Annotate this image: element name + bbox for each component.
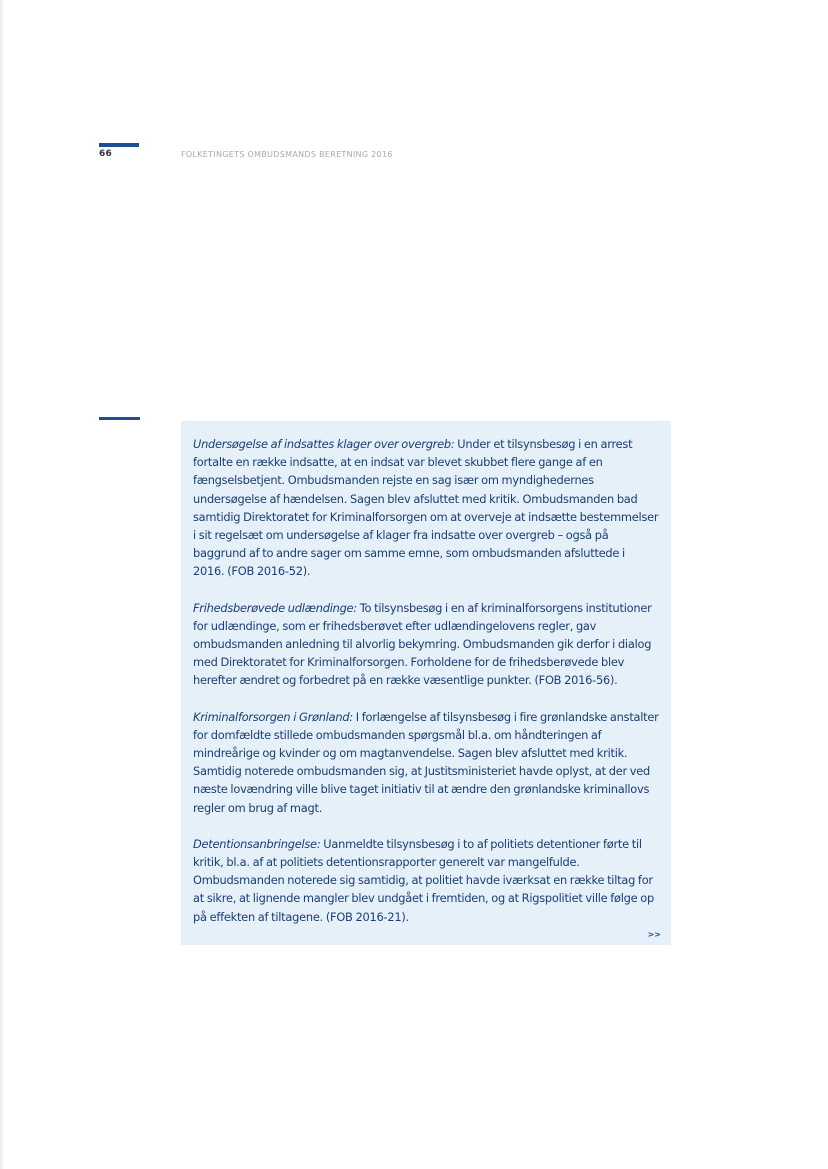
paragraph-lead: Undersøgelse af indsattes klager over overgreb: xyxy=(193,437,455,451)
section-accent-rule xyxy=(99,417,140,420)
case-paragraph-greenland xyxy=(193,708,659,817)
paragraph-body: To tilsynsbesøg i en af kriminalforsorgens institutioner for udlændinge, som er frihedsberøvet efter udlændingelovens regler, gav ombudsmanden anledning til alvorlig bekymring. Ombudsmanden gik derfor i dialog med Direktoratet for Kriminalforsorgen. Forholdene for de frihedsberøvede blev herefter ændret og forbedret på en række væsentlige punkter. (FOB 2016-56). xyxy=(193,600,652,688)
page-number: 66 xyxy=(99,149,112,159)
continued-marker: >> xyxy=(647,930,661,939)
case-paragraph-abuse-complaints xyxy=(193,435,659,581)
paragraph-body: I forlængelse af tilsynsbesøg i fire grønlandske anstalter for domfældte stillede ombudsmanden spørgsmål bl.a. om håndteringen af mindreårige og kvinder og om magtanvendelse. Sagen blev afsluttet med kritik. Samtidig noterede ombudsmanden sig, at Justitsministeriet havde oplyst, at der ved næste lovændring ville blive taget initiativ til at ændre den grønlandske kriminallovs regler om brug af magt. xyxy=(193,709,659,815)
paragraph-lead: Kriminalforsorgen i Grønland: xyxy=(193,709,353,724)
paragraph-body: Under et tilsynsbesøg i en arrest fortalte en række indsatte, at en indsat var blevet skubbet flere gange af en fængselsbetjent. Ombudsmanden rejste en sag især om myndighedernes undersøgelse af hændelsen. Sagen blev afsluttet med kritik. Ombudsmanden bad samtidig Direktoratet for Kriminalforsorgen om at overveje at indsætte bestemmelser i sit regelsæt om undersøgelse af klager fra indsatte over overgreb – også på baggrund af to andre sager om samme emne, som ombudsmanden afsluttede i 2016. (FOB 2016-52). xyxy=(193,437,659,579)
page-edge-shadow xyxy=(0,0,4,1169)
case-paragraph-detained-foreigners xyxy=(193,599,659,690)
running-header-title: FOLKETINGETS OMBUDSMANDS BERETNING 2016 xyxy=(181,150,393,159)
case-summary-box xyxy=(181,421,671,945)
header-accent-bar xyxy=(99,143,139,147)
case-paragraph-detention xyxy=(193,835,659,926)
paragraph-body: Uanmeldte tilsynsbesøg i to af politiets detentioner førte til kritik, bl.a. af at politiets detentionsrapporter generelt var mangelfulde. Ombudsmanden noterede sig samtidig, at politiet havde iværksat en række tiltag for at sikre, at lignende mangler blev undgået i fremtiden, og at Rigspolitiet ville følge op på effekten af tiltagene. (FOB 2016-21). xyxy=(193,836,654,924)
paragraph-lead: Frihedsberøvede udlændinge: xyxy=(193,600,357,615)
paragraph-lead: Detentionsanbringelse: xyxy=(193,836,321,851)
